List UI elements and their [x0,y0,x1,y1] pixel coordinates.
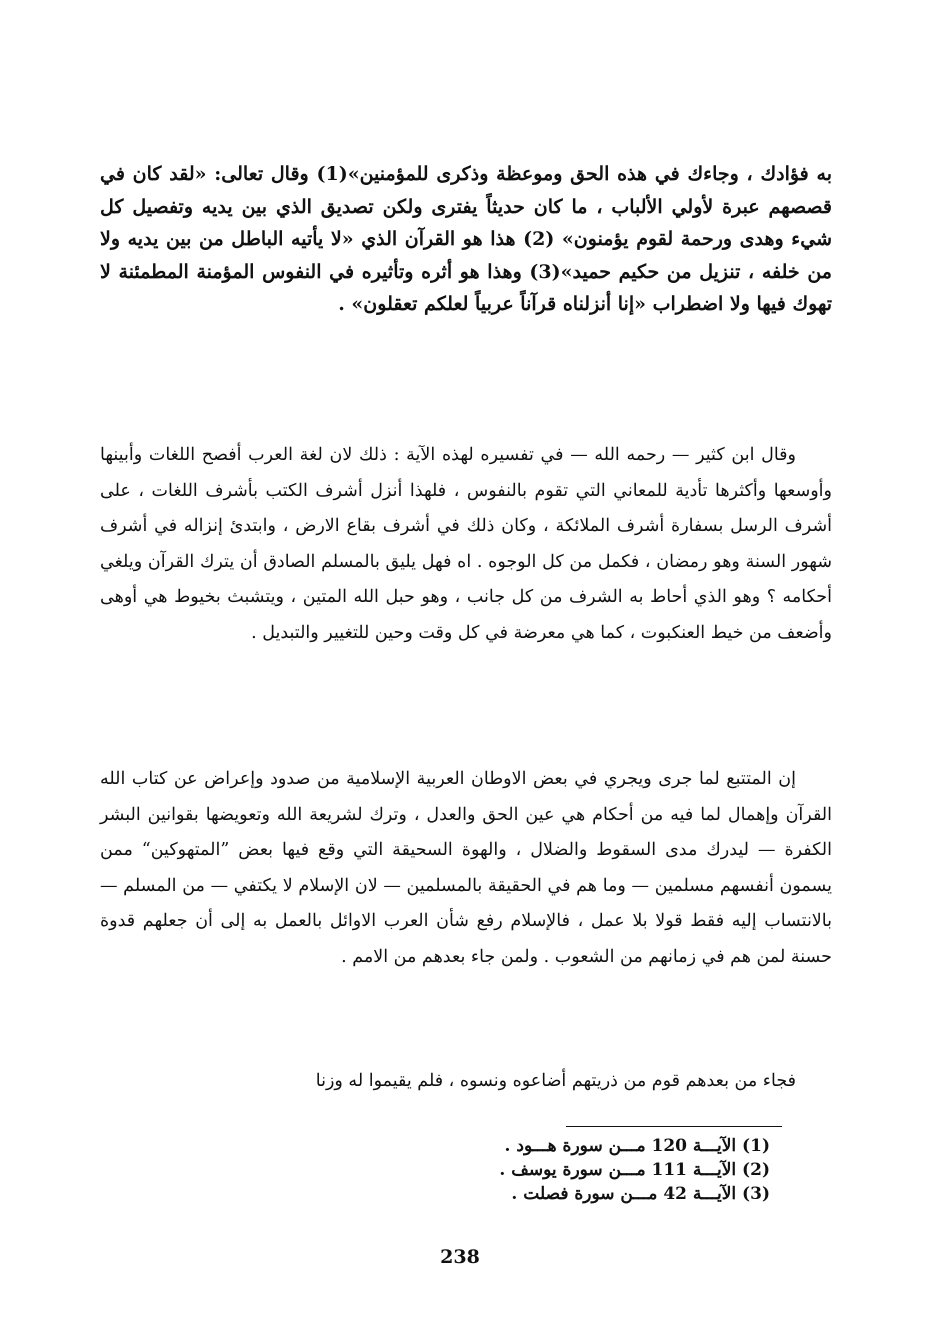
ibn-kathir-paragraph [100,438,832,651]
footnotes-list [400,1134,770,1206]
footnote-separator [566,1126,782,1127]
footnote-3: (3) الآيـــة 42 مـــن سورة فصلت . [511,1184,770,1204]
paragraph-text: إن المتتبع لما جرى ويجري في بعض الاوطان العربية الإسلامية من صدود وإعراض عن كتاب الله القرآن وإهمال لما فيه من أحكام هي عين الحق والعدل ، وترك لشريعة الله وتعويضها بقوانين البشر الكفرة — ليدرك مدى السقوط والضلال ، والهوة السحيقة التي وقع فيها بعض ”المتهوكين“ ممن يسمون أنفسهم مسلمين — وما هم في الحقيقة بالمسلمين — لان الإسلام لا يكتفي — من المسلم — بالانتساب إليه فقط قولا بلا عمل ، فالإسلام رفع شأن العرب الاوائل بالعمل به إلى أن جعلهم قدوة حسنة لمن هم في زمانهم من الشعوب . ولمن جاء بعدهم من الامم . [100,769,832,967]
footnote-1: (1) الآيـــة 120 مـــن سورة هـــود . [504,1136,770,1156]
quran-quotation-paragraph: به فؤادك ، وجاءك في هذه الحق وموعظة وذكرى للمؤمنين»(1) وقال تعالى: «لقد كان في قصصهم عبرة لأولي الألباب ، ما كان حديثاً يفترى ولكن تصديق الذي بين يديه وتفصيل كل شيء وهدى ورحمة لقوم يؤمنون» (2) هذا هو القرآن الذي «لا يأتيه الباطل من بين يديه ولا من خلفه ، تنزيل من حكيم حميد»(3) وهذا هو أثره وتأثيره في النفوس المؤمنة المطمئنة لا تهوك فيها ولا اضطراب «إنا أنزلناه قرآناً عربياً لعلكم تعقلون» . [100,163,833,315]
page-number: 238 [440,1246,480,1268]
observer-paragraph [100,762,832,975]
footnote-2: (2) الآيـــة 111 مـــن سورة يوسف . [499,1160,770,1180]
paragraph-text: وقال ابن كثير — رحمه الله — في تفسيره لهذه الآية : ذلك لان لغة العرب أفصح اللغات وأبينها وأوسعها وأكثرها تأدية للمعاني التي تقوم بالنفوس ، فلهذا أنزل أشرف الكتب بأشرف اللغات ، على أشرف الرسل بسفارة أشرف الملائكة ، وكان ذلك في أشرف بقاع الارض ، وابتدئ إنزاله في أشرف شهور السنة وهو رمضان ، فكمل من كل الوجوه . اه فهل يليق بالمسلم الصادق أن يترك القرآن ويلغي أحكامه ؟ وهو الذي أحاط به الشرف من كل جانب ، وهو حبل الله المتين ، ويتشبث بخيوط هي أوهى وأضعف من خيط العنكبوت ، كما هي معرضة في كل وقت وحين للتغيير والتبديل . [100,445,832,643]
paragraph-text: فجاء من بعدهم قوم من ذريتهم أضاعوه ونسوه ، فلم يقيموا له وزنا [315,1071,796,1091]
closing-paragraph [100,1064,832,1099]
